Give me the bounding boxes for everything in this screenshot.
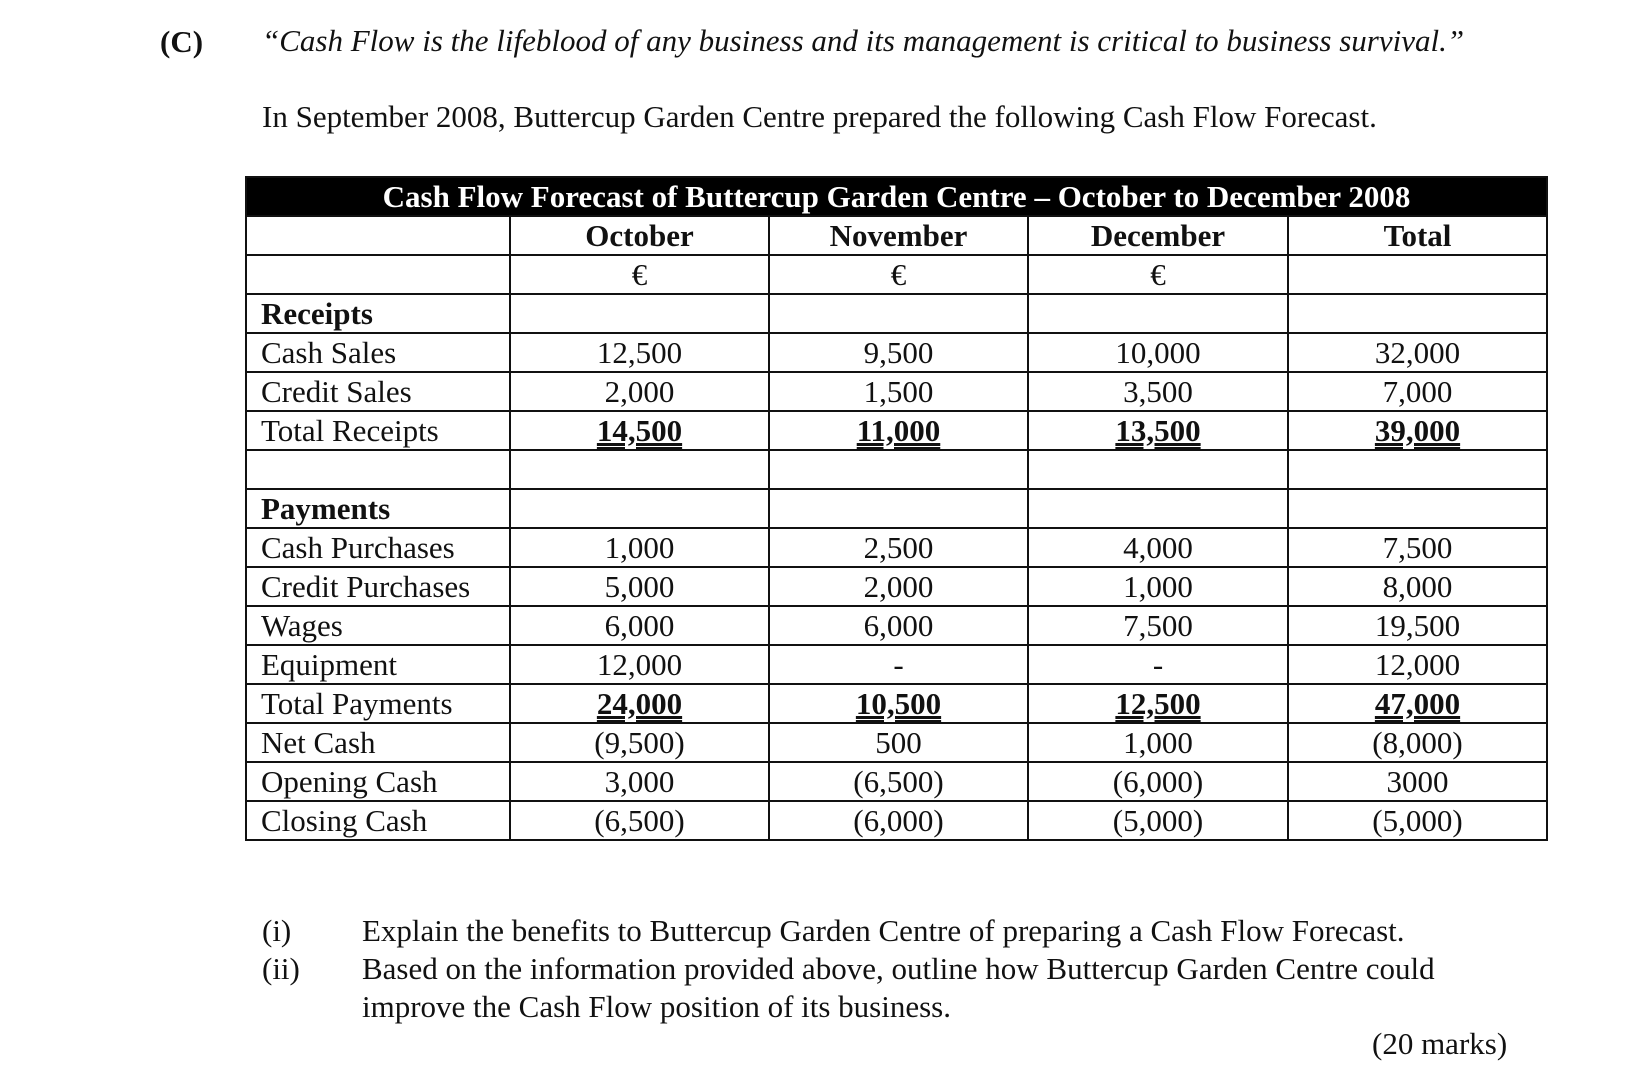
column-header-row bbox=[246, 216, 1547, 255]
table-cell: 6,000 bbox=[510, 606, 769, 645]
table-cell: 7,500 bbox=[1028, 606, 1288, 645]
table-row bbox=[246, 801, 1547, 840]
table-cell: 6,000 bbox=[769, 606, 1028, 645]
row-label: Wages bbox=[246, 606, 510, 645]
column-header: October bbox=[510, 216, 769, 255]
table-cell: 2,000 bbox=[510, 372, 769, 411]
table-cell: 9,500 bbox=[769, 333, 1028, 372]
table-row bbox=[246, 762, 1547, 801]
table-cell: - bbox=[1028, 645, 1288, 684]
column-header: December bbox=[1028, 216, 1288, 255]
section-heading-row bbox=[246, 294, 1547, 333]
table-cell: 1,000 bbox=[1028, 567, 1288, 606]
total-value: 14,500 bbox=[596, 413, 683, 448]
column-header: Total bbox=[1288, 216, 1547, 255]
table-cell: 32,000 bbox=[1288, 333, 1547, 372]
table-cell: 19,500 bbox=[1288, 606, 1547, 645]
table-cell: (5,000) bbox=[1288, 801, 1547, 840]
table-cell: (5,000) bbox=[1028, 801, 1288, 840]
table-cell: 7,000 bbox=[1288, 372, 1547, 411]
table-row bbox=[246, 333, 1547, 372]
question-number: (ii) bbox=[262, 951, 300, 986]
table-cell: (6,000) bbox=[1028, 762, 1288, 801]
total-value: 39,000 bbox=[1374, 413, 1461, 448]
row-label: Credit Sales bbox=[246, 372, 510, 411]
section-heading-row bbox=[246, 489, 1547, 528]
table-row bbox=[246, 645, 1547, 684]
table-cell: - bbox=[769, 645, 1028, 684]
table-title-row bbox=[246, 177, 1547, 216]
table-cell: (6,500) bbox=[510, 801, 769, 840]
row-label: Equipment bbox=[246, 645, 510, 684]
currency-symbol: € bbox=[769, 255, 1028, 294]
total-value: 47,000 bbox=[1374, 686, 1461, 721]
row-label: Total Receipts bbox=[246, 411, 510, 450]
table-cell: (6,000) bbox=[769, 801, 1028, 840]
table-row bbox=[246, 723, 1547, 762]
table-cell: 1,000 bbox=[510, 528, 769, 567]
column-header: November bbox=[769, 216, 1028, 255]
table-cell: 2,500 bbox=[769, 528, 1028, 567]
total-value: 10,500 bbox=[855, 686, 942, 721]
empty-row bbox=[246, 450, 1547, 489]
marks-label: (20 marks) bbox=[1372, 1026, 1508, 1061]
table-cell: (9,500) bbox=[510, 723, 769, 762]
question-text: Based on the information provided above, outline how Buttercup Garden Centre could improve the Cash Flow position of its business. bbox=[362, 951, 1435, 1024]
row-label: Total Payments bbox=[246, 684, 510, 723]
table-cell: 12,500 bbox=[510, 333, 769, 372]
quote-text: “Cash Flow is the lifeblood of any business and its management is critical to business survival.” bbox=[262, 23, 1465, 58]
total-row bbox=[246, 684, 1547, 723]
list-item bbox=[262, 912, 1542, 950]
table-cell: 8,000 bbox=[1288, 567, 1547, 606]
payments-heading: Payments bbox=[246, 489, 510, 528]
currency-symbol: € bbox=[1028, 255, 1288, 294]
currency-symbol: € bbox=[510, 255, 769, 294]
question-text: Explain the benefits to Buttercup Garden Centre of preparing a Cash Flow Forecast. bbox=[362, 913, 1405, 948]
table-cell: 500 bbox=[769, 723, 1028, 762]
total-value: 11,000 bbox=[856, 413, 941, 448]
intro-text: In September 2008, Buttercup Garden Centre prepared the following Cash Flow Forecast. bbox=[262, 99, 1377, 134]
table-cell: 4,000 bbox=[1028, 528, 1288, 567]
currency-row bbox=[246, 255, 1547, 294]
row-label: Credit Purchases bbox=[246, 567, 510, 606]
table-row bbox=[246, 528, 1547, 567]
table-cell: 12,000 bbox=[1288, 645, 1547, 684]
table-cell: 2,000 bbox=[769, 567, 1028, 606]
table-cell: 10,000 bbox=[1028, 333, 1288, 372]
table-row bbox=[246, 372, 1547, 411]
cash-flow-table bbox=[245, 176, 1548, 841]
table-row bbox=[246, 606, 1547, 645]
total-value: 12,500 bbox=[1115, 686, 1201, 721]
total-row bbox=[246, 411, 1547, 450]
table-cell: 3,500 bbox=[1028, 372, 1288, 411]
table-cell: 3000 bbox=[1288, 762, 1547, 801]
table-cell: 5,000 bbox=[510, 567, 769, 606]
list-item bbox=[262, 950, 1542, 1026]
blank-cell bbox=[246, 255, 510, 294]
blank-cell bbox=[246, 216, 510, 255]
total-value: 24,000 bbox=[596, 686, 683, 721]
table-cell: (8,000) bbox=[1288, 723, 1547, 762]
table-row bbox=[246, 567, 1547, 606]
receipts-heading: Receipts bbox=[246, 294, 510, 333]
row-label: Closing Cash bbox=[246, 801, 510, 840]
table-cell: 1,500 bbox=[769, 372, 1028, 411]
question-list bbox=[262, 912, 1542, 1026]
table-cell: 1,000 bbox=[1028, 723, 1288, 762]
total-value: 13,500 bbox=[1115, 413, 1201, 448]
table-cell: (6,500) bbox=[769, 762, 1028, 801]
table-cell: 3,000 bbox=[510, 762, 769, 801]
row-label: Net Cash bbox=[246, 723, 510, 762]
table-title: Cash Flow Forecast of Buttercup Garden Centre – October to December 2008 bbox=[246, 177, 1547, 216]
currency-symbol bbox=[1288, 255, 1547, 294]
row-label: Cash Sales bbox=[246, 333, 510, 372]
row-label: Opening Cash bbox=[246, 762, 510, 801]
question-number: (i) bbox=[262, 913, 292, 948]
table-cell: 7,500 bbox=[1288, 528, 1547, 567]
row-label: Cash Purchases bbox=[246, 528, 510, 567]
table-cell: 12,000 bbox=[510, 645, 769, 684]
question-label: (C) bbox=[160, 24, 204, 59]
